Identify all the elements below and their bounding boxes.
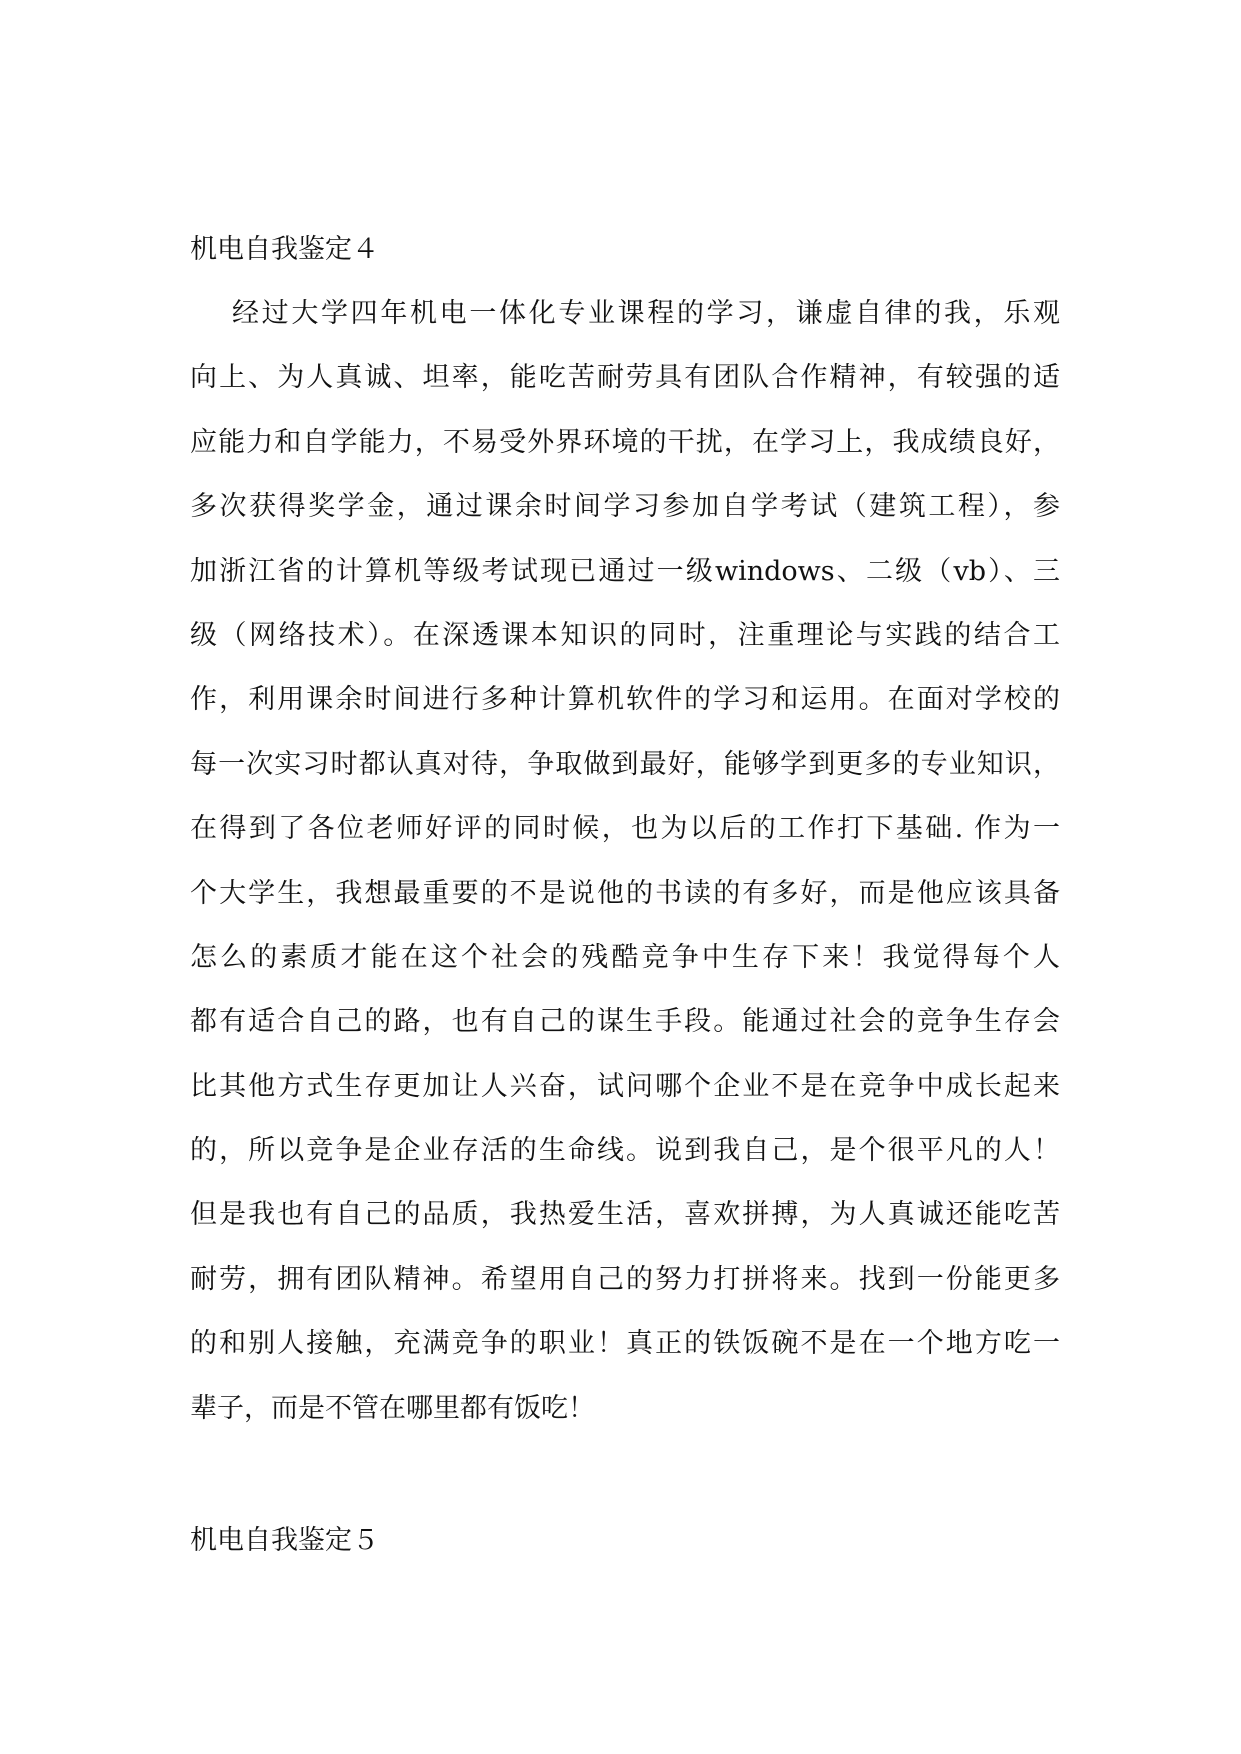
body-line: 每一次实习时都认真对待，争取做到最好，能够学到更多的专业知识， bbox=[190, 748, 1060, 780]
section-4-body bbox=[190, 296, 1060, 1455]
body-line: 向上、为人真诚、坦率，能吃苦耐劳具有团队合作精神，有较强的适 bbox=[190, 362, 1060, 394]
body-line: 怎么的素质才能在这个社会的残酷竞争中生存下来！我觉得每个人 bbox=[190, 941, 1060, 973]
body-line: 都有适合自己的路，也有自己的谋生手段。能通过社会的竞争生存会 bbox=[190, 1006, 1060, 1038]
section-4-title: 机电自我鉴定４ bbox=[190, 234, 379, 265]
body-line: 的，所以竞争是企业存活的生命线。说到我自己，是个很平凡的人！ bbox=[190, 1135, 1060, 1167]
body-line: 在得到了各位老师好评的同时候，也为以后的工作打下基础. 作为一 bbox=[190, 813, 1060, 845]
body-line: 耐劳，拥有团队精神。希望用自己的努力打拼将来。找到一份能更多 bbox=[190, 1263, 1060, 1295]
body-line: 经过大学四年机电一体化专业课程的学习，谦虚自律的我，乐观 bbox=[232, 298, 1060, 329]
body-line-last: 辈子，而是不管在哪里都有饭吃！ bbox=[190, 1392, 595, 1424]
body-line: 的和别人接触，充满竞争的职业！真正的铁饭碗不是在一个地方吃一 bbox=[190, 1328, 1060, 1360]
body-line: 加浙江省的计算机等级考试现已通过一级windows、二级（vb）、三 bbox=[190, 555, 1060, 587]
body-line: 个大学生，我想最重要的不是说他的书读的有多好，而是他应该具备 bbox=[190, 877, 1060, 909]
body-line: 但是我也有自己的品质，我热爱生活，喜欢拼搏，为人真诚还能吃苦 bbox=[190, 1199, 1060, 1231]
body-line: 级（网络技术）。在深透课本知识的同时，注重理论与实践的结合工 bbox=[190, 619, 1060, 651]
body-line: 比其他方式生存更加让人兴奋，试问哪个企业不是在竞争中成长起来 bbox=[190, 1070, 1060, 1102]
section-5-title: 机电自我鉴定５ bbox=[190, 1525, 379, 1556]
body-line: 多次获得奖学金，通过课余时间学习参加自学考试（建筑工程），参 bbox=[190, 491, 1060, 523]
body-line: 应能力和自学能力，不易受外界环境的干扰，在学习上，我成绩良好， bbox=[190, 426, 1060, 458]
body-line: 作，利用课余时间进行多种计算机软件的学习和运用。在面对学校的 bbox=[190, 684, 1060, 716]
